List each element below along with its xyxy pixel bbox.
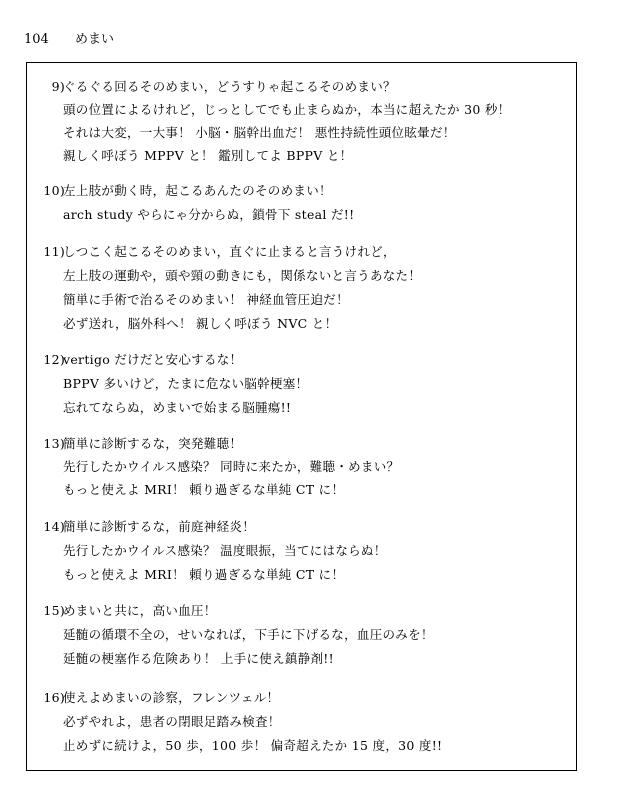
page-number: 104 xyxy=(24,32,49,47)
item-line: めまいと共に，高い血圧！ xyxy=(63,603,217,618)
item-line: BPPV 多いけど，たまに危ない脳幹梗塞！ xyxy=(63,376,309,391)
item-number: 16) xyxy=(43,690,65,705)
item-line: もっと使えよ MRI！ 頼り過ぎるな単純 CT に！ xyxy=(63,567,345,582)
item-line: 先行したかウイルス感染？ 温度眼振，当てにはならぬ！ xyxy=(63,543,387,558)
item-line: 頭の位置によるけれど，じっとしてでも止まらぬか，本当に超えたか 30 秒！ xyxy=(63,102,511,117)
item-line: 左上肢が動く時，起こるあんたのそのめまい！ xyxy=(63,183,332,198)
content-box xyxy=(26,62,577,771)
item-line: 左上肢の運動や，頭や頸の動きにも，関係ないと言うあなた！ xyxy=(63,268,422,283)
item-line: もっと使えよ MRI！ 頼り過ぎるな単純 CT に！ xyxy=(63,482,345,497)
item-line: ぐるぐる回るそのめまい，どうすりゃ起こるそのめまい？ xyxy=(63,79,396,94)
item-number: 9) xyxy=(51,79,65,94)
item-number: 10) xyxy=(43,183,65,198)
item-line: 簡単に診断するな，突発難聴！ xyxy=(63,436,243,451)
item-line: vertigo だけだと安心するな！ xyxy=(63,352,243,367)
item-line: 先行したかウイルス感染？ 同時に来たか，難聴・めまい？ xyxy=(63,459,400,474)
item-number: 12) xyxy=(43,352,65,367)
item-number: 15) xyxy=(43,603,65,618)
item-line: 親しく呼ぼう MPPV と！ 鑑別してよ BPPV と！ xyxy=(63,148,353,163)
item-line: 止めずに続けよ，50 歩，100 歩！ 偏奇超えたか 15 度，30 度!! xyxy=(63,738,443,753)
item-line: arch study やらにゃ分からぬ，鎖骨下 steal だ!! xyxy=(63,207,355,222)
item-line: 簡単に手術で治るそのめまい！ 神経血管圧迫だ！ xyxy=(63,292,349,307)
item-line: 忘れてならぬ，めまいで始まる脳腫瘍!! xyxy=(63,400,292,415)
item-line: 延髄の循環不全の，せいなれば，下手に下げるな，血圧のみを！ xyxy=(63,627,434,642)
item-line: 必ず送れ，脳外科へ！ 親しく呼ぼう NVC と！ xyxy=(63,316,338,331)
item-line: 簡単に診断するな，前庭神経炎！ xyxy=(63,519,256,534)
item-number: 14) xyxy=(43,519,65,534)
item-line: それは大変，一大事！ 小脳・脳幹出血だ！ 悪性持続性頭位眩暈だ！ xyxy=(63,125,456,140)
item-number: 11) xyxy=(43,244,65,259)
running-title: めまい xyxy=(74,32,114,47)
item-line: 必ずやれよ，患者の閉眼足踏み検査！ xyxy=(63,714,281,729)
page-header xyxy=(24,28,114,47)
item-line: 使えよめまいの診察，フレンツェル！ xyxy=(63,690,280,705)
item-number: 13) xyxy=(43,436,65,451)
item-line: しつこく起こるそのめまい，直ぐに止まると言うけれど， xyxy=(63,244,396,259)
item-line: 延髄の梗塞作る危険あり！ 上手に使え鎮静剤!! xyxy=(63,651,334,666)
